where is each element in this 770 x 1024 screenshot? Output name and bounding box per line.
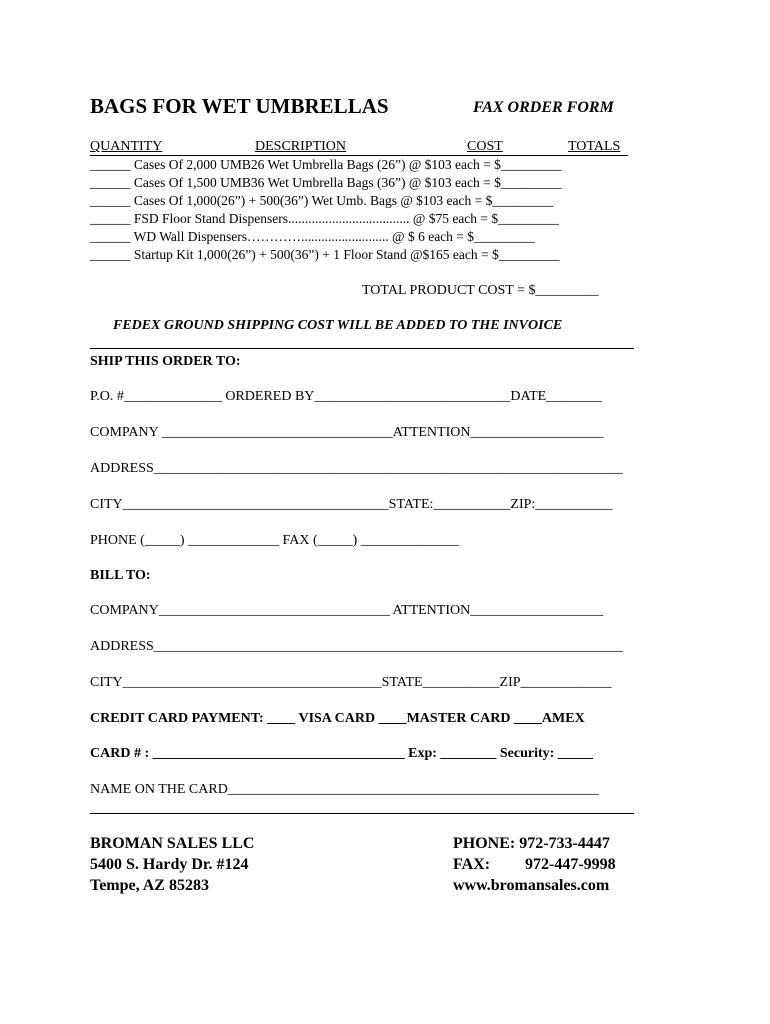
product-line[interactable]: ______ Cases Of 2,000 UMB26 Wet Umbrella Bags (26”) @ $103 each = $_________	[90, 157, 562, 172]
bill-company-attention-line[interactable]: COMPANY_________________________________ ATTENTION___________________	[90, 603, 604, 618]
ship-city-state-zip-line[interactable]: CITY______________________________________STATE:___________ZIP:___________	[90, 497, 613, 512]
product-line[interactable]: ______ WD Wall Dispensers………….......................... @ $ 6 each = $_________	[90, 229, 535, 244]
footer-fax-number: 972-447-9998	[525, 856, 616, 873]
form-subtitle: FAX ORDER FORM	[473, 99, 614, 116]
bill-city-state-zip-line[interactable]: CITY_____________________________________STATE___________ZIP_____________	[90, 675, 612, 690]
total-product-cost[interactable]: TOTAL PRODUCT COST = $_________	[362, 283, 599, 298]
column-cost: COST	[467, 139, 503, 154]
product-line[interactable]: ______ Startup Kit 1,000(26”) + 500(36”) + 1 Floor Stand @$165 each = $_________	[90, 247, 560, 262]
product-line[interactable]: ______ FSD Floor Stand Dispensers.................................... @ $75 each = $_________	[90, 211, 559, 226]
phone-fax-line[interactable]: PHONE (_____) _____________ FAX (_____) ______________	[90, 533, 459, 548]
column-description: DESCRIPTION	[255, 139, 347, 154]
credit-card-payment-line[interactable]: CREDIT CARD PAYMENT: ____ VISA CARD ____MASTER CARD ____AMEX	[90, 711, 585, 726]
footer-fax-label: FAX:	[453, 856, 491, 873]
name-on-card-line[interactable]: NAME ON THE CARD_____________________________________________________	[90, 782, 599, 797]
column-header-underline	[90, 155, 628, 156]
shipping-note: FEDEX GROUND SHIPPING COST WILL BE ADDED TO THE INVOICE	[113, 318, 563, 333]
divider	[90, 813, 634, 814]
ship-company-attention-line[interactable]: COMPANY _________________________________ATTENTION___________________	[90, 425, 604, 440]
card-number-line[interactable]: CARD # : ____________________________________ Exp: ________ Security: _____	[90, 746, 593, 761]
column-quantity: QUANTITY	[90, 139, 163, 154]
product-line[interactable]: ______ Cases Of 1,000(26”) + 500(36”) Wet Umb. Bags @ $103 each = $_________	[90, 193, 554, 208]
product-line[interactable]: ______ Cases Of 1,500 UMB36 Wet Umbrella Bags (36”) @ $103 each = $_________	[90, 175, 562, 190]
form-title: BAGS FOR WET UMBRELLAS	[90, 94, 389, 118]
ship-address-line[interactable]: ADDRESS___________________________________________________________________	[90, 461, 623, 476]
footer-street: 5400 S. Hardy Dr. #124	[90, 856, 249, 873]
footer-phone: PHONE: 972-733-4447	[453, 835, 610, 852]
column-totals: TOTALS	[568, 139, 621, 154]
footer-company-name: BROMAN SALES LLC	[90, 835, 255, 852]
footer-website[interactable]: www.bromansales.com	[453, 877, 610, 894]
divider	[90, 348, 634, 349]
po-ordered-by-date-line[interactable]: P.O. #______________ ORDERED BY____________________________DATE________	[90, 389, 603, 404]
ship-to-heading: SHIP THIS ORDER TO:	[90, 354, 241, 369]
bill-to-heading: BILL TO:	[90, 568, 151, 583]
footer-city: Tempe, AZ 85283	[90, 877, 209, 894]
bill-address-line[interactable]: ADDRESS___________________________________________________________________	[90, 639, 623, 654]
